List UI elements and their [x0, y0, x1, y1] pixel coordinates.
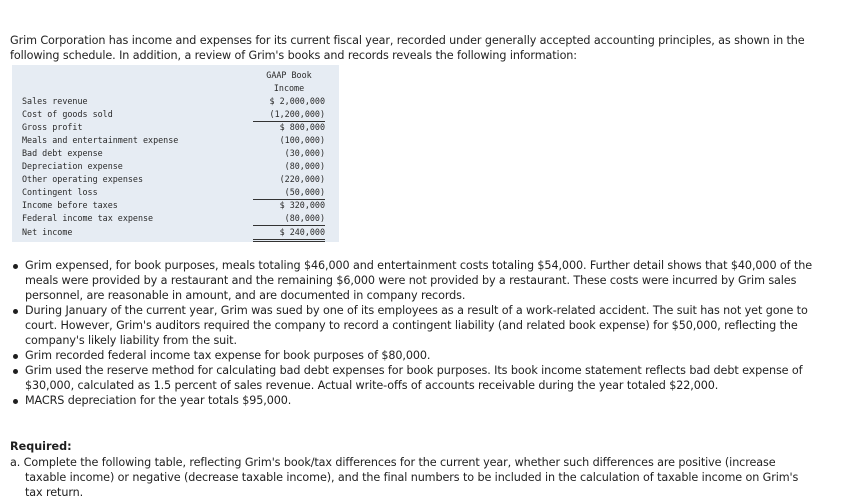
list-item: Grim expensed, for book purposes, meals totaling $46,000 and entertainment costs totaling $54,000. Further detail shows that $40,000 of the meals were provided by a restaurant and the remaining $6,000 were not provided by a restaurant. These costs were incurred by Grim sales personnel, are reasonable in amount, and are documented in company records.	[10, 258, 830, 303]
information-list	[10, 258, 830, 408]
row-value: $ 2,000,000	[269, 96, 325, 106]
column-header-line2: Income	[273, 83, 305, 93]
row-value: (220,000)	[279, 174, 325, 184]
row-label: Cost of goods sold	[22, 109, 113, 119]
row-label: Sales revenue	[22, 96, 88, 106]
table-row	[12, 226, 339, 239]
list-item: During January of the current year, Grim was sued by one of its employees as a result of a work-related accident. The suit has not yet gone to court. However, Grim's auditors required the company to record a contingent liability (and related book expense) for $50,000, reflecting the company's likely liability from the suit.	[10, 303, 830, 348]
list-item: Grim used the reserve method for calculating bad debt expenses for book purposes. Its book income statement reflects bad debt expense of $30,000, calculated as 1.5 percent of sales revenue. Actual write-offs of accounts receivable during the year totaled $22,000.	[10, 363, 830, 393]
row-label: Contingent loss	[22, 187, 98, 197]
table-row	[12, 173, 339, 186]
gaap-income-schedule	[12, 65, 339, 242]
table-row	[12, 121, 339, 134]
row-value: (80,000)	[253, 212, 325, 226]
list-item: MACRS depreciation for the year totals $95,000.	[10, 393, 830, 408]
row-label: Income before taxes	[22, 200, 118, 210]
row-value: (80,000)	[284, 161, 325, 171]
row-value: (100,000)	[279, 135, 325, 145]
intro-paragraph: Grim Corporation has income and expenses for its current fiscal year, recorded under generally accepted accounting principles, as shown in the following schedule. In addition, a review of Grim's books and records reveals the following information:	[10, 34, 805, 63]
row-label: Depreciation expense	[22, 161, 123, 171]
list-item: Grim recorded federal income tax expense for book purposes of $80,000.	[10, 348, 830, 363]
table-row	[12, 160, 339, 173]
required-part-a: a. Complete the following table, reflecting Grim's book/tax differences for the current year, whether such differences are positive (increase taxable income) or negative (decrease taxable income), and the final numbers to be included in the calculation of taxable income on Grim's tax return.	[10, 456, 799, 499]
row-value: $ 320,000	[279, 200, 325, 210]
column-header-line1: GAAP Book	[266, 70, 312, 80]
row-label: Federal income tax expense	[22, 213, 154, 223]
table-row	[12, 108, 339, 121]
table-row	[12, 212, 339, 225]
table-row	[12, 147, 339, 160]
table-row	[12, 95, 339, 108]
row-value: (30,000)	[284, 148, 325, 158]
required-heading: Required:	[10, 440, 72, 453]
row-value: (50,000)	[253, 186, 325, 200]
row-value: $ 240,000	[253, 226, 325, 242]
row-value: (1,200,000)	[253, 108, 325, 122]
row-label: Bad debt expense	[22, 148, 103, 158]
row-label: Other operating expenses	[22, 174, 144, 184]
table-row	[12, 199, 339, 212]
row-label: Meals and entertainment expense	[22, 135, 179, 145]
row-label: Gross profit	[22, 122, 83, 132]
table-row	[12, 134, 339, 147]
row-value: $ 800,000	[279, 122, 325, 132]
table-row	[12, 186, 339, 199]
row-label: Net income	[22, 227, 73, 237]
